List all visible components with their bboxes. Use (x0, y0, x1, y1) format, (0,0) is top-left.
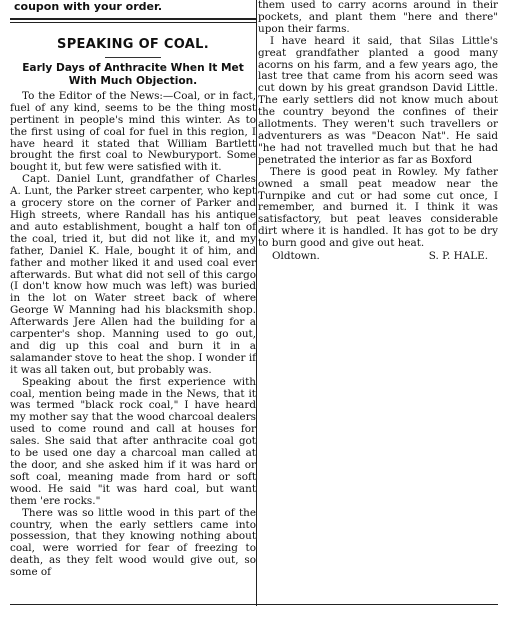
left-column (10, 0, 256, 579)
article-paragraph: There is good peat in Rowley. My father owned a small peat meadow near the Turnpike and cut or had some cut once, I remember, and burned it. I think it was satisfactory, but peat leaves considerable dirt where it is handled. It has got to be dry to burn good and give out heat. (258, 165, 498, 250)
bottom-rule (10, 604, 498, 605)
article-paragraph: To the Editor of the News:—Coal, or in fact, fuel of any kind, seems to be the thing most pertinent in people's mind this winter. As to the first using of coal for fuel in this region, I have heard it stated that William Bartlett brought the first coal to Newburyport. Some bought it, but few were satisfied with it. (10, 89, 256, 174)
signature-place: Oldtown. (272, 250, 320, 263)
article-signature (258, 251, 498, 263)
article-headline: SPEAKING OF COAL. (57, 37, 209, 52)
headline-divider (105, 57, 161, 58)
section-rule (10, 18, 256, 20)
article-paragraph: Capt. Daniel Lunt, grandfather of Charles A. Lunt, the Parker street carpenter, who kept a grocery store on the corner of Parker and High streets, where Randall has his antique and auto establishment, bought a half ton of the coal, tried it, but did not like it, and my father, Daniel K. Hale, bought it of him, and father and mother liked it and used coal ever afterwards. But what did not sell of this cargo (I don't know how much was left) was buried in the lot on Water street back of where George W Manning had his blacksmith shop. Afterwards Jere Allen had the building for a carpenter's shop. Manning used to go out, and dig up this coal and burn it in a salamander stove to heat the shop. I wonder if it was all taken out, but probably was. (10, 173, 256, 376)
article-paragraph: Speaking about the first experience with coal, mention being made in the News, that it was termed "black rock coal," I have heard my mother say that the wood charcoal dealers used to come round and call at houses for sales. She said that after anthracite coal got to be used one day a charcoal man called at the door, and she asked him if it was hard or soft coal, meaning made from hard or soft wood. He said "it was hard coal, but want them 'ere rocks." (10, 375, 256, 507)
section-rule-thin (10, 22, 256, 23)
article-paragraph: them used to carry acorns around in their pockets, and plant them "here and there" upon their farms. (258, 0, 498, 35)
article-paragraph: There was so little wood in this part of the country, when the early settlers came into possession, that they knowing nothing about coal, were worried for fear of freezing to death, as they felt wood would give out, so some of (10, 506, 256, 579)
article-paragraph: I have heard it said, that Silas Little's great grandfather planted a good many acorns on his farm, and a few years ago, the last tree that came from his acorn seed was cut down by his great grandson David Little. The early settlers did not know much about the country beyond the confines of their allotments. They weren't such travellers or adventurers as was "Deacon Nat". He said "he had not travelled much but that he had penetrated the interior as far as Boxford (258, 34, 498, 166)
previous-article-closing-line: coupon with your order. (14, 0, 163, 13)
right-column (258, 0, 498, 263)
signature-name: S. P. HALE. (428, 250, 488, 263)
article-subhead: Early Days of Anthracite When It Met With Much Objection. (22, 61, 244, 87)
column-divider (256, 0, 257, 606)
